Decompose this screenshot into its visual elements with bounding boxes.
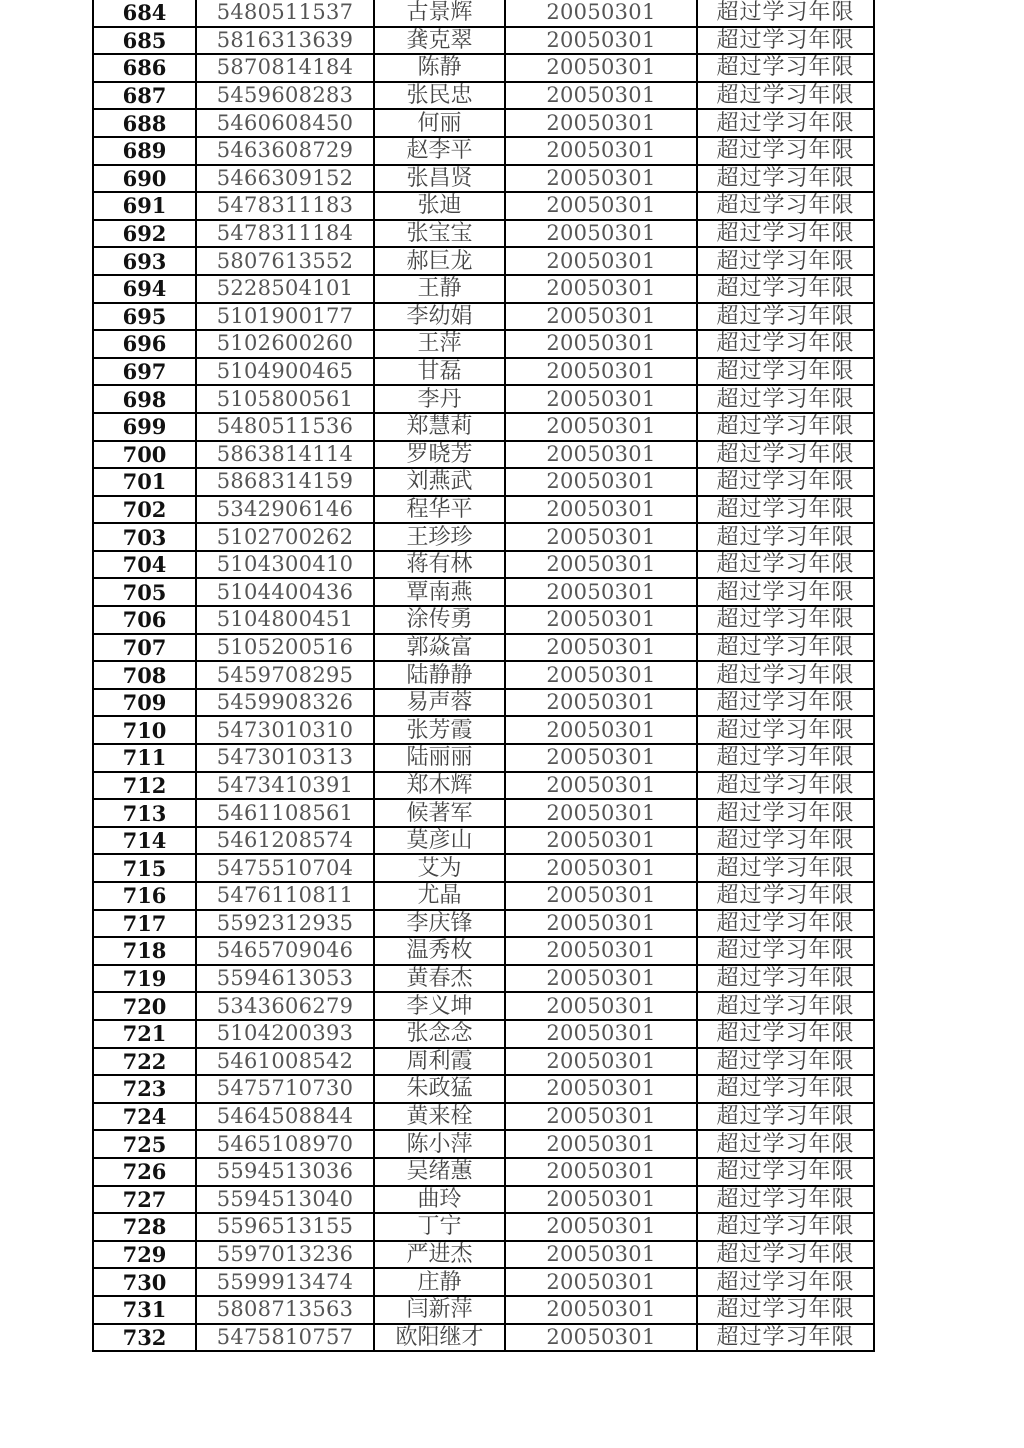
row-number-cell: 708 bbox=[93, 661, 196, 689]
table-row bbox=[93, 0, 874, 27]
row-number-cell: 722 bbox=[93, 1048, 196, 1076]
student-name-cell: 陆丽丽 bbox=[374, 744, 505, 772]
student-record-table bbox=[92, 0, 875, 1352]
reason-cell: 超过学习年限 bbox=[697, 54, 874, 82]
date-cell: 20050301 bbox=[505, 606, 697, 634]
student-name-cell: 朱政猛 bbox=[374, 1075, 505, 1103]
table-row bbox=[93, 551, 874, 579]
student-name-cell: 周利霞 bbox=[374, 1048, 505, 1076]
row-number-cell: 698 bbox=[93, 385, 196, 413]
student-id-cell: 5480511537 bbox=[196, 0, 374, 27]
student-id-cell: 5807613552 bbox=[196, 247, 374, 275]
date-cell: 20050301 bbox=[505, 937, 697, 965]
student-name-cell: 涂传勇 bbox=[374, 606, 505, 634]
date-cell: 20050301 bbox=[505, 1186, 697, 1214]
student-id-cell: 5102600260 bbox=[196, 330, 374, 358]
student-name-cell: 易声蓉 bbox=[374, 689, 505, 717]
student-name-cell: 吴绪蕙 bbox=[374, 1158, 505, 1186]
student-id-cell: 5464508844 bbox=[196, 1103, 374, 1131]
reason-cell: 超过学习年限 bbox=[697, 799, 874, 827]
reason-cell: 超过学习年限 bbox=[697, 1075, 874, 1103]
reason-cell: 超过学习年限 bbox=[697, 1241, 874, 1269]
table-row bbox=[93, 744, 874, 772]
date-cell: 20050301 bbox=[505, 468, 697, 496]
table-row bbox=[93, 27, 874, 55]
date-cell: 20050301 bbox=[505, 1213, 697, 1241]
row-number-cell: 686 bbox=[93, 54, 196, 82]
reason-cell: 超过学习年限 bbox=[697, 1186, 874, 1214]
row-number-cell: 696 bbox=[93, 330, 196, 358]
row-number-cell: 726 bbox=[93, 1158, 196, 1186]
table-row bbox=[93, 330, 874, 358]
row-number-cell: 709 bbox=[93, 689, 196, 717]
row-number-cell: 713 bbox=[93, 799, 196, 827]
table-row bbox=[93, 496, 874, 524]
table-row bbox=[93, 109, 874, 137]
date-cell: 20050301 bbox=[505, 992, 697, 1020]
student-id-cell: 5104300410 bbox=[196, 551, 374, 579]
date-cell: 20050301 bbox=[505, 661, 697, 689]
row-number-cell: 690 bbox=[93, 165, 196, 193]
row-number-cell: 715 bbox=[93, 854, 196, 882]
reason-cell: 超过学习年限 bbox=[697, 303, 874, 331]
row-number-cell: 693 bbox=[93, 247, 196, 275]
student-name-cell: 张民忠 bbox=[374, 82, 505, 110]
table-row bbox=[93, 854, 874, 882]
reason-cell: 超过学习年限 bbox=[697, 606, 874, 634]
row-number-cell: 704 bbox=[93, 551, 196, 579]
student-id-cell: 5870814184 bbox=[196, 54, 374, 82]
date-cell: 20050301 bbox=[505, 523, 697, 551]
student-id-cell: 5102700262 bbox=[196, 523, 374, 551]
student-id-cell: 5342906146 bbox=[196, 496, 374, 524]
date-cell: 20050301 bbox=[505, 827, 697, 855]
student-id-cell: 5228504101 bbox=[196, 275, 374, 303]
student-name-cell: 莫彦山 bbox=[374, 827, 505, 855]
row-number-cell: 710 bbox=[93, 716, 196, 744]
reason-cell: 超过学习年限 bbox=[697, 468, 874, 496]
date-cell: 20050301 bbox=[505, 137, 697, 165]
date-cell: 20050301 bbox=[505, 192, 697, 220]
student-name-cell: 郝巨龙 bbox=[374, 247, 505, 275]
row-number-cell: 706 bbox=[93, 606, 196, 634]
reason-cell: 超过学习年限 bbox=[697, 496, 874, 524]
row-number-cell: 727 bbox=[93, 1186, 196, 1214]
reason-cell: 超过学习年限 bbox=[697, 220, 874, 248]
row-number-cell: 684 bbox=[93, 0, 196, 27]
table-row bbox=[93, 1103, 874, 1131]
date-cell: 20050301 bbox=[505, 578, 697, 606]
table-row bbox=[93, 716, 874, 744]
reason-cell: 超过学习年限 bbox=[697, 247, 874, 275]
date-cell: 20050301 bbox=[505, 799, 697, 827]
reason-cell: 超过学习年限 bbox=[697, 1130, 874, 1158]
date-cell: 20050301 bbox=[505, 441, 697, 469]
student-id-cell: 5476110811 bbox=[196, 882, 374, 910]
row-number-cell: 685 bbox=[93, 27, 196, 55]
row-number-cell: 711 bbox=[93, 744, 196, 772]
reason-cell: 超过学习年限 bbox=[697, 689, 874, 717]
row-number-cell: 730 bbox=[93, 1268, 196, 1296]
row-number-cell: 712 bbox=[93, 772, 196, 800]
row-number-cell: 688 bbox=[93, 109, 196, 137]
student-id-cell: 5104400436 bbox=[196, 578, 374, 606]
row-number-cell: 716 bbox=[93, 882, 196, 910]
reason-cell: 超过学习年限 bbox=[697, 937, 874, 965]
student-id-cell: 5480511536 bbox=[196, 413, 374, 441]
row-number-cell: 702 bbox=[93, 496, 196, 524]
reason-cell: 超过学习年限 bbox=[697, 1296, 874, 1324]
date-cell: 20050301 bbox=[505, 27, 697, 55]
reason-cell: 超过学习年限 bbox=[697, 192, 874, 220]
row-number-cell: 700 bbox=[93, 441, 196, 469]
student-id-cell: 5475510704 bbox=[196, 854, 374, 882]
reason-cell: 超过学习年限 bbox=[697, 385, 874, 413]
student-id-cell: 5816313639 bbox=[196, 27, 374, 55]
table-row bbox=[93, 634, 874, 662]
row-number-cell: 707 bbox=[93, 634, 196, 662]
row-number-cell: 694 bbox=[93, 275, 196, 303]
date-cell: 20050301 bbox=[505, 772, 697, 800]
date-cell: 20050301 bbox=[505, 910, 697, 938]
date-cell: 20050301 bbox=[505, 54, 697, 82]
table-row bbox=[93, 606, 874, 634]
row-number-cell: 701 bbox=[93, 468, 196, 496]
student-name-cell: 李庆锋 bbox=[374, 910, 505, 938]
student-name-cell: 严进杰 bbox=[374, 1241, 505, 1269]
student-name-cell: 李幼娟 bbox=[374, 303, 505, 331]
student-id-cell: 5596513155 bbox=[196, 1213, 374, 1241]
reason-cell: 超过学习年限 bbox=[697, 441, 874, 469]
date-cell: 20050301 bbox=[505, 634, 697, 662]
table-row bbox=[93, 165, 874, 193]
date-cell: 20050301 bbox=[505, 716, 697, 744]
student-id-cell: 5461108561 bbox=[196, 799, 374, 827]
reason-cell: 超过学习年限 bbox=[697, 165, 874, 193]
row-number-cell: 703 bbox=[93, 523, 196, 551]
student-name-cell: 赵李平 bbox=[374, 137, 505, 165]
row-number-cell: 731 bbox=[93, 1296, 196, 1324]
row-number-cell: 692 bbox=[93, 220, 196, 248]
student-id-cell: 5466309152 bbox=[196, 165, 374, 193]
row-number-cell: 718 bbox=[93, 937, 196, 965]
date-cell: 20050301 bbox=[505, 1296, 697, 1324]
reason-cell: 超过学习年限 bbox=[697, 330, 874, 358]
student-id-cell: 5863814114 bbox=[196, 441, 374, 469]
date-cell: 20050301 bbox=[505, 109, 697, 137]
student-name-cell: 罗晓芳 bbox=[374, 441, 505, 469]
student-id-cell: 5105200516 bbox=[196, 634, 374, 662]
reason-cell: 超过学习年限 bbox=[697, 827, 874, 855]
date-cell: 20050301 bbox=[505, 330, 697, 358]
table-row bbox=[93, 220, 874, 248]
date-cell: 20050301 bbox=[505, 744, 697, 772]
reason-cell: 超过学习年限 bbox=[697, 275, 874, 303]
student-name-cell: 黄来栓 bbox=[374, 1103, 505, 1131]
student-name-cell: 李丹 bbox=[374, 385, 505, 413]
date-cell: 20050301 bbox=[505, 247, 697, 275]
student-id-cell: 5465108970 bbox=[196, 1130, 374, 1158]
table-row bbox=[93, 965, 874, 993]
table-row bbox=[93, 1075, 874, 1103]
reason-cell: 超过学习年限 bbox=[697, 1020, 874, 1048]
table-row bbox=[93, 689, 874, 717]
row-number-cell: 699 bbox=[93, 413, 196, 441]
row-number-cell: 728 bbox=[93, 1213, 196, 1241]
student-id-cell: 5808713563 bbox=[196, 1296, 374, 1324]
student-id-cell: 5473410391 bbox=[196, 772, 374, 800]
row-number-cell: 723 bbox=[93, 1075, 196, 1103]
reason-cell: 超过学习年限 bbox=[697, 992, 874, 1020]
date-cell: 20050301 bbox=[505, 1103, 697, 1131]
student-name-cell: 庄静 bbox=[374, 1268, 505, 1296]
row-number-cell: 732 bbox=[93, 1324, 196, 1352]
row-number-cell: 689 bbox=[93, 137, 196, 165]
reason-cell: 超过学习年限 bbox=[697, 1268, 874, 1296]
student-name-cell: 郑木辉 bbox=[374, 772, 505, 800]
table-row bbox=[93, 137, 874, 165]
reason-cell: 超过学习年限 bbox=[697, 716, 874, 744]
table-row bbox=[93, 1268, 874, 1296]
student-id-cell: 5459908326 bbox=[196, 689, 374, 717]
student-table-container bbox=[92, 0, 873, 1352]
table-row bbox=[93, 1296, 874, 1324]
student-name-cell: 黄春杰 bbox=[374, 965, 505, 993]
table-row bbox=[93, 937, 874, 965]
student-name-cell: 丁宁 bbox=[374, 1213, 505, 1241]
table-row bbox=[93, 1130, 874, 1158]
reason-cell: 超过学习年限 bbox=[697, 1103, 874, 1131]
reason-cell: 超过学习年限 bbox=[697, 1213, 874, 1241]
date-cell: 20050301 bbox=[505, 165, 697, 193]
student-id-cell: 5597013236 bbox=[196, 1241, 374, 1269]
student-id-cell: 5475710730 bbox=[196, 1075, 374, 1103]
student-name-cell: 刘燕武 bbox=[374, 468, 505, 496]
student-name-cell: 陆静静 bbox=[374, 661, 505, 689]
date-cell: 20050301 bbox=[505, 551, 697, 579]
row-number-cell: 695 bbox=[93, 303, 196, 331]
table-row bbox=[93, 468, 874, 496]
reason-cell: 超过学习年限 bbox=[697, 1324, 874, 1352]
table-row bbox=[93, 1186, 874, 1214]
student-name-cell: 甘磊 bbox=[374, 358, 505, 386]
student-name-cell: 欧阳继才 bbox=[374, 1324, 505, 1352]
student-id-cell: 5473010310 bbox=[196, 716, 374, 744]
student-name-cell: 李义坤 bbox=[374, 992, 505, 1020]
row-number-cell: 720 bbox=[93, 992, 196, 1020]
row-number-cell: 721 bbox=[93, 1020, 196, 1048]
reason-cell: 超过学习年限 bbox=[697, 744, 874, 772]
student-name-cell: 张迪 bbox=[374, 192, 505, 220]
date-cell: 20050301 bbox=[505, 0, 697, 27]
reason-cell: 超过学习年限 bbox=[697, 1048, 874, 1076]
student-id-cell: 5465709046 bbox=[196, 937, 374, 965]
date-cell: 20050301 bbox=[505, 358, 697, 386]
student-name-cell: 张念念 bbox=[374, 1020, 505, 1048]
row-number-cell: 719 bbox=[93, 965, 196, 993]
row-number-cell: 729 bbox=[93, 1241, 196, 1269]
student-id-cell: 5475810757 bbox=[196, 1324, 374, 1352]
reason-cell: 超过学习年限 bbox=[697, 634, 874, 662]
reason-cell: 超过学习年限 bbox=[697, 523, 874, 551]
table-row bbox=[93, 413, 874, 441]
table-row bbox=[93, 247, 874, 275]
reason-cell: 超过学习年限 bbox=[697, 1158, 874, 1186]
row-number-cell: 725 bbox=[93, 1130, 196, 1158]
date-cell: 20050301 bbox=[505, 82, 697, 110]
row-number-cell: 691 bbox=[93, 192, 196, 220]
reason-cell: 超过学习年限 bbox=[697, 137, 874, 165]
row-number-cell: 717 bbox=[93, 910, 196, 938]
date-cell: 20050301 bbox=[505, 275, 697, 303]
student-id-cell: 5460608450 bbox=[196, 109, 374, 137]
student-id-cell: 5104800451 bbox=[196, 606, 374, 634]
student-name-cell: 程华平 bbox=[374, 496, 505, 524]
student-id-cell: 5104200393 bbox=[196, 1020, 374, 1048]
reason-cell: 超过学习年限 bbox=[697, 854, 874, 882]
date-cell: 20050301 bbox=[505, 385, 697, 413]
date-cell: 20050301 bbox=[505, 965, 697, 993]
table-row bbox=[93, 441, 874, 469]
table-row bbox=[93, 385, 874, 413]
reason-cell: 超过学习年限 bbox=[697, 578, 874, 606]
student-name-cell: 温秀枚 bbox=[374, 937, 505, 965]
reason-cell: 超过学习年限 bbox=[697, 882, 874, 910]
student-name-cell: 候著军 bbox=[374, 799, 505, 827]
student-name-cell: 张昌贤 bbox=[374, 165, 505, 193]
date-cell: 20050301 bbox=[505, 220, 697, 248]
student-name-cell: 蒋有林 bbox=[374, 551, 505, 579]
reason-cell: 超过学习年限 bbox=[697, 27, 874, 55]
student-name-cell: 陈静 bbox=[374, 54, 505, 82]
reason-cell: 超过学习年限 bbox=[697, 965, 874, 993]
student-name-cell: 闫新萍 bbox=[374, 1296, 505, 1324]
table-row bbox=[93, 303, 874, 331]
table-row bbox=[93, 82, 874, 110]
table-row bbox=[93, 54, 874, 82]
student-name-cell: 龚克翠 bbox=[374, 27, 505, 55]
student-name-cell: 王萍 bbox=[374, 330, 505, 358]
table-row bbox=[93, 275, 874, 303]
table-row bbox=[93, 1241, 874, 1269]
reason-cell: 超过学习年限 bbox=[697, 0, 874, 27]
date-cell: 20050301 bbox=[505, 496, 697, 524]
student-name-cell: 陈小萍 bbox=[374, 1130, 505, 1158]
date-cell: 20050301 bbox=[505, 1268, 697, 1296]
student-name-cell: 艾为 bbox=[374, 854, 505, 882]
reason-cell: 超过学习年限 bbox=[697, 910, 874, 938]
date-cell: 20050301 bbox=[505, 1048, 697, 1076]
student-id-cell: 5461008542 bbox=[196, 1048, 374, 1076]
date-cell: 20050301 bbox=[505, 1075, 697, 1103]
student-id-cell: 5594613053 bbox=[196, 965, 374, 993]
date-cell: 20050301 bbox=[505, 303, 697, 331]
student-id-cell: 5343606279 bbox=[196, 992, 374, 1020]
table-row bbox=[93, 523, 874, 551]
table-row bbox=[93, 358, 874, 386]
student-id-cell: 5594513040 bbox=[196, 1186, 374, 1214]
student-id-cell: 5461208574 bbox=[196, 827, 374, 855]
student-name-cell: 王静 bbox=[374, 275, 505, 303]
student-id-cell: 5473010313 bbox=[196, 744, 374, 772]
date-cell: 20050301 bbox=[505, 882, 697, 910]
student-name-cell: 王珍珍 bbox=[374, 523, 505, 551]
table-row bbox=[93, 1324, 874, 1352]
student-id-cell: 5105800561 bbox=[196, 385, 374, 413]
date-cell: 20050301 bbox=[505, 1241, 697, 1269]
table-row bbox=[93, 992, 874, 1020]
table-row bbox=[93, 192, 874, 220]
date-cell: 20050301 bbox=[505, 1130, 697, 1158]
row-number-cell: 705 bbox=[93, 578, 196, 606]
row-number-cell: 697 bbox=[93, 358, 196, 386]
student-name-cell: 古景辉 bbox=[374, 0, 505, 27]
student-id-cell: 5599913474 bbox=[196, 1268, 374, 1296]
student-id-cell: 5478311183 bbox=[196, 192, 374, 220]
student-name-cell: 张宝宝 bbox=[374, 220, 505, 248]
table-row bbox=[93, 827, 874, 855]
student-id-cell: 5478311184 bbox=[196, 220, 374, 248]
student-id-cell: 5594513036 bbox=[196, 1158, 374, 1186]
table-row bbox=[93, 772, 874, 800]
reason-cell: 超过学习年限 bbox=[697, 661, 874, 689]
row-number-cell: 724 bbox=[93, 1103, 196, 1131]
reason-cell: 超过学习年限 bbox=[697, 109, 874, 137]
reason-cell: 超过学习年限 bbox=[697, 551, 874, 579]
student-name-cell: 郭焱富 bbox=[374, 634, 505, 662]
student-name-cell: 何丽 bbox=[374, 109, 505, 137]
student-id-cell: 5463608729 bbox=[196, 137, 374, 165]
student-name-cell: 尤晶 bbox=[374, 882, 505, 910]
student-id-cell: 5592312935 bbox=[196, 910, 374, 938]
student-id-cell: 5459608283 bbox=[196, 82, 374, 110]
student-name-cell: 覃南燕 bbox=[374, 578, 505, 606]
student-id-cell: 5868314159 bbox=[196, 468, 374, 496]
student-name-cell: 曲玲 bbox=[374, 1186, 505, 1214]
student-id-cell: 5459708295 bbox=[196, 661, 374, 689]
date-cell: 20050301 bbox=[505, 1020, 697, 1048]
row-number-cell: 687 bbox=[93, 82, 196, 110]
table-row bbox=[93, 1048, 874, 1076]
table-row bbox=[93, 661, 874, 689]
reason-cell: 超过学习年限 bbox=[697, 413, 874, 441]
table-row bbox=[93, 1020, 874, 1048]
table-row bbox=[93, 882, 874, 910]
reason-cell: 超过学习年限 bbox=[697, 358, 874, 386]
table-row bbox=[93, 1213, 874, 1241]
student-id-cell: 5104900465 bbox=[196, 358, 374, 386]
date-cell: 20050301 bbox=[505, 413, 697, 441]
date-cell: 20050301 bbox=[505, 1324, 697, 1352]
table-row bbox=[93, 1158, 874, 1186]
row-number-cell: 714 bbox=[93, 827, 196, 855]
date-cell: 20050301 bbox=[505, 854, 697, 882]
table-row bbox=[93, 799, 874, 827]
student-id-cell: 5101900177 bbox=[196, 303, 374, 331]
table-row bbox=[93, 578, 874, 606]
table-row bbox=[93, 910, 874, 938]
table-body bbox=[93, 0, 874, 1351]
date-cell: 20050301 bbox=[505, 689, 697, 717]
reason-cell: 超过学习年限 bbox=[697, 82, 874, 110]
reason-cell: 超过学习年限 bbox=[697, 772, 874, 800]
student-name-cell: 郑慧莉 bbox=[374, 413, 505, 441]
date-cell: 20050301 bbox=[505, 1158, 697, 1186]
student-name-cell: 张芳霞 bbox=[374, 716, 505, 744]
